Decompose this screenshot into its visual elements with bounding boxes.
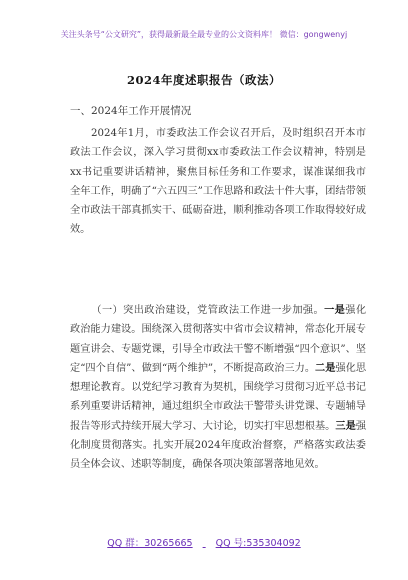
header-banner: 关注头条号“公文研究”，获得最新最全最专业的公文资料库！ 微信：gongwenyj [60,30,348,39]
paragraph-2 [70,301,366,475]
point-1-label: 一是 [324,304,346,316]
footer-qq-number[interactable]: QQ 号:535304092 [215,538,301,549]
paragraph-1 [70,124,366,240]
point-2-text: 强化思想理论教育。以党纪学习教育为契机，围绕学习贯彻习近平总书记系列重要讲话精神，通过组织全市政法干警带头讲党课、专题辅导报告等形式持续开展大学习、大讨论，切实打牢思想根基。 [70,362,367,432]
footer-qq-group[interactable]: QQ 群：30265665 [107,538,193,549]
paragraph-2-lead: （一）突出政治建设，党管政法工作进一步加强。 [91,305,325,316]
point-2-label: 二是 [315,361,336,374]
paragraph-1-text: 2024年1月，市委政法工作会议召开后，及时组织召开本市政法工作会议，深入学习贯彻xx市委政法工作会议精神，特别是xx书记重要讲话精神，聚焦目标任务和工作要求，谋准谋细我市全年工作，明确了“六五四三”工作思路和政法十件大事，团结带领全市政法干部真抓实干、砥砺奋进，顺利推动各项工作取得较好成效。 [70,128,366,236]
point-1-text: 强化政治能力建设。围绕深入贯彻落实中省市会议精神，常态化开展专题宣讲会、专题党课，引导全市政法干警不断增强“四个意识”、坚定“四个自信”、做到“两个维护”，不断提高政治三力。 [70,305,367,374]
document-title: 2024年度述职报告（政法） [126,73,281,87]
point-3-text: 强化制度贯彻落实。扎实开展2024年度政治督察，严格落实政法委员全体会议、述职等制度，确保各项决策部署落地见效。 [70,420,367,471]
point-3-label: 三是 [335,419,356,432]
footer-contact [0,535,408,549]
section-heading: 一、2024年工作开展情况 [70,105,192,117]
